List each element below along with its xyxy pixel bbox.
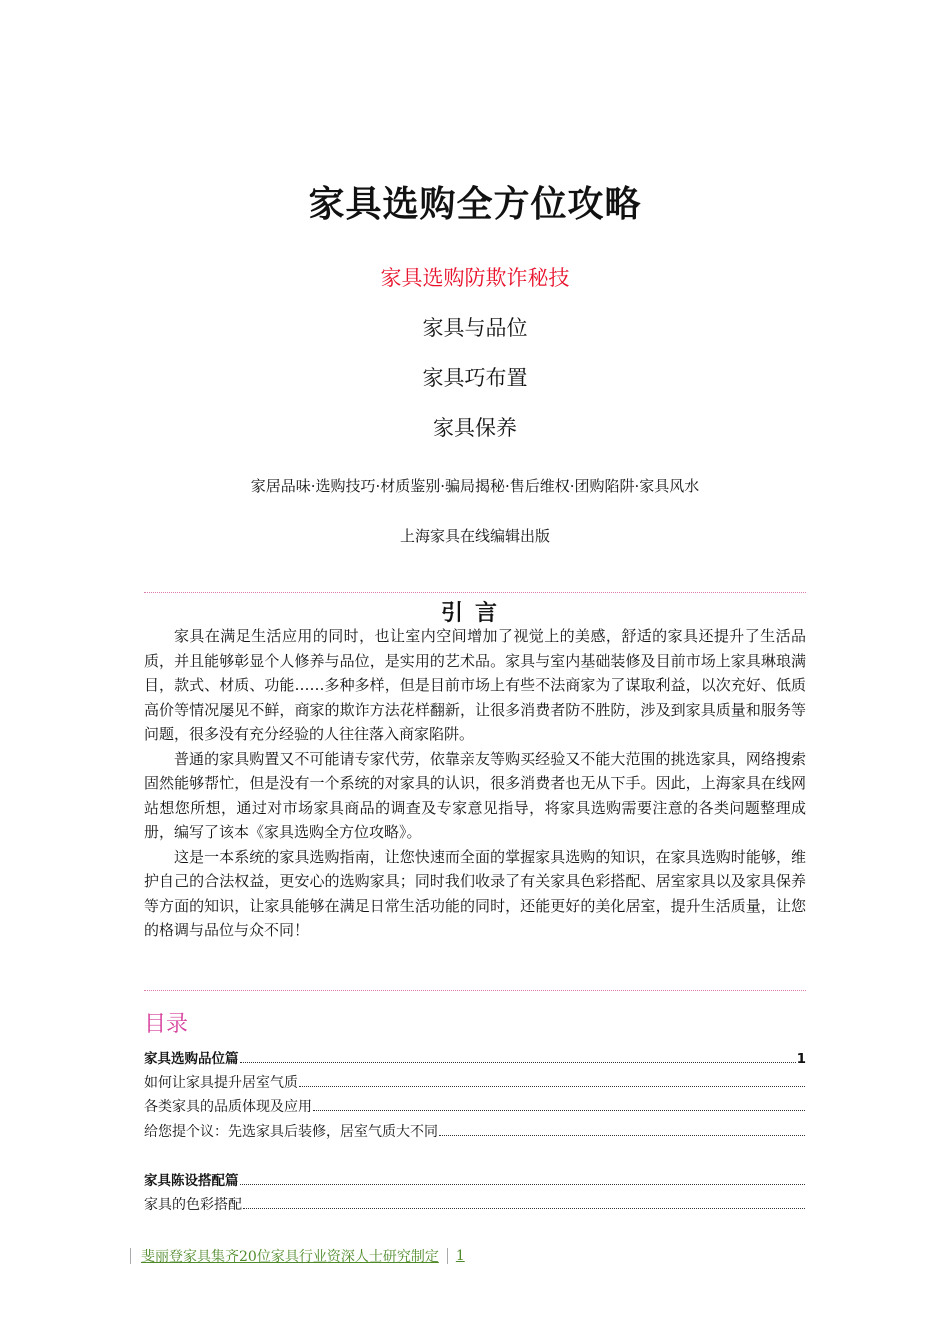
intro-heading: 引言 — [440, 601, 509, 626]
toc-leader — [243, 1208, 805, 1209]
footer-text[interactable]: 斐丽登家具集齐20位家具行业资深人士研究制定 — [141, 1249, 439, 1265]
toc-entry-title: 家具的色彩搭配 — [144, 1196, 242, 1213]
toc-entry-title: 家具陈设搭配篇 — [144, 1173, 239, 1189]
intro-body — [144, 624, 806, 943]
section-divider — [144, 592, 806, 593]
toc-entry-title: 各类家具的品质体现及应用 — [144, 1099, 312, 1115]
intro-paragraph: 这是一本系统的家具选购指南，让您快速而全面的掌握家具选购的知识，在家具选购时能够，维护自己的合法权益，更安心的选购家具；同时我们收录了有关家具色彩搭配、居室家具以及家具保养等方面的知识，让家具能够在满足日常生活功能的同时，还能更好的美化居室，提升生活质量，让您的格调与品位与众不同！ — [144, 847, 806, 939]
subtitle-anti-fraud: 家具选购防欺诈秘技 — [380, 266, 570, 290]
toc-entry[interactable] — [144, 1194, 806, 1219]
section-divider — [144, 990, 806, 991]
toc-entry-page: 1 — [796, 1051, 806, 1067]
toc-section-entry[interactable] — [144, 1169, 806, 1194]
intro-paragraph: 家具在满足生活应用的同时，也让室内空间增加了视觉上的美感，舒适的家具还提升了生活品质，并且能够彰显个人修养与品位，是实用的艺术品。家具与室内基础装修及目前市场上家具琳琅满目，款式、材质、功能……多种多样，但是目前市场上有些不法商家为了谋取利益，以次充好、低质高价等情况屡见不鲜，商家的欺诈方法花样翻新，让很多消费者防不胜防，涉及到家具质量和服务等问题，很多没有充分经验的人往往落入商家陷阱。 — [144, 627, 806, 743]
toc-leader — [240, 1184, 806, 1185]
toc-leader — [240, 1062, 796, 1063]
toc-entry[interactable] — [144, 1121, 806, 1146]
intro-paragraph: 普通的家具购置又不可能请专家代劳，依靠亲友等购买经验又不能大范围的挑选家具，网络搜索固然能够帮忙，但是没有一个系统的对家具的认识，很多消费者也无从下手。因此，上海家具在线网站想您所想，通过对市场家具商品的调查及专家意见指导，将家具选购需要注意的各类问题整理成册，编写了该本《家具选购全方位攻略》。 — [144, 749, 806, 841]
publisher-line: 上海家具在线编辑出版 — [399, 527, 550, 545]
subtitle-layout: 家具巧布置 — [422, 366, 528, 390]
toc-leader — [439, 1135, 805, 1136]
subtitle-taste: 家具与品位 — [422, 316, 528, 340]
document-title: 家具选购全方位攻略 — [308, 184, 642, 225]
toc-section-entry[interactable] — [144, 1047, 806, 1072]
toc-heading: 目录 — [144, 1012, 189, 1037]
toc-entry[interactable] — [144, 1096, 806, 1121]
page-footer — [130, 1246, 465, 1266]
toc-leader — [313, 1110, 805, 1111]
toc-entry[interactable] — [144, 1072, 806, 1097]
toc-entry-title: 给您提个议：先选家具后装修，居室气质大不同 — [144, 1123, 438, 1140]
footer-separator — [447, 1248, 448, 1264]
footer-page-number[interactable]: 1 — [455, 1248, 465, 1264]
subtitle-maintenance: 家具保养 — [433, 416, 517, 440]
table-of-contents — [144, 1047, 806, 1218]
toc-entry-title: 如何让家具提升居室气质 — [144, 1074, 298, 1091]
toc-entry-title: 家具选购品位篇 — [144, 1051, 239, 1067]
toc-leader — [299, 1086, 805, 1087]
footer-separator — [130, 1248, 131, 1264]
topic-tags: 家居品味·选购技巧·材质鉴别·骗局揭秘·售后维权·团购陷阱·家具风水 — [250, 477, 700, 495]
